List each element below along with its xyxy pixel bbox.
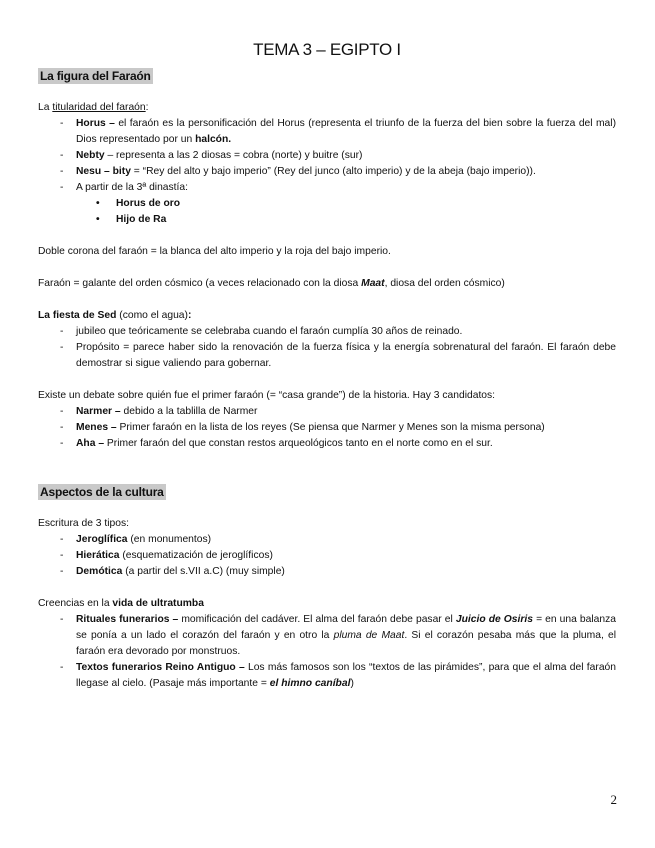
text-span: : [145, 102, 149, 113]
list-item [38, 180, 616, 196]
section-heading-faraon [38, 68, 616, 84]
text-span: Primer faraón en la lista de los reyes (Se piensa que Narmer y Menes son la misma persona) [116, 422, 545, 433]
text-span: Primer faraón del que constan restos arqueológicos tanto en el norte como en el sur. [104, 438, 493, 449]
spacer [38, 84, 616, 100]
text-span: debido a la tablilla de Narmer [120, 406, 258, 417]
list-item [38, 548, 616, 564]
text-span: Los más famosos son los “textos de las pirámides”, para que el alma del faraón llegase al cielo. (Pasaje más importante = [76, 662, 616, 689]
titularidad-line [38, 100, 616, 116]
spacer [38, 372, 616, 388]
spacer [38, 292, 616, 308]
list-item [38, 148, 616, 164]
text-span: momificación del cadáver. El alma del faraón debe pasar el [178, 614, 456, 625]
faraon-galante-line [38, 276, 616, 292]
spacer [38, 500, 616, 516]
himno-term: el himno caníbal [269, 678, 351, 689]
pluma-term: pluma de Maat [333, 630, 405, 641]
spacer [38, 452, 616, 468]
list-item [38, 116, 616, 148]
term-bold: Menes – [76, 422, 117, 433]
list-item [38, 404, 616, 420]
page-number: 2 [610, 792, 617, 807]
list-item [38, 436, 616, 452]
list-item [38, 420, 616, 436]
spacer [38, 580, 616, 596]
text-span: (como el agua) [116, 310, 188, 321]
creencias-line [38, 596, 616, 612]
term-bold: Hierática [76, 550, 120, 561]
text-span: (esquematización de jeroglíficos) [119, 550, 273, 561]
subtitles-list [38, 196, 616, 228]
section-heading-label: Aspectos de la cultura [40, 485, 164, 499]
term-bold: La fiesta de Sed [38, 310, 117, 321]
debate-line: Existe un debate sobre quién fue el primer faraón (= “casa grande”) de la historia. Hay 3 candidatos: [38, 390, 496, 401]
section-heading-cultura [38, 484, 616, 500]
term-bold: Demótica [76, 566, 123, 577]
term-bold: Nesu – bity [76, 166, 131, 177]
text-span: = en una balanza se ponía a un lado el corazón del faraón y en otro la [76, 614, 616, 641]
fiesta-sed-line [38, 308, 616, 324]
text-span: (a partir del s.VII a.C) (muy simple) [122, 566, 285, 577]
text-span: el faraón es la personificación del Horus (representa el triunfo de la fuerza del bien sobre la fuerza del mal) Dios representado por un [76, 118, 616, 145]
text-span: – representa a las 2 diosas = cobra (norte) y buitre (sur) [104, 150, 363, 161]
text-span: La [38, 102, 53, 113]
maat-term: Maat [361, 278, 385, 289]
term-bold: Horus – [76, 118, 115, 129]
list-item: • Horus de oro [38, 196, 616, 212]
doble-corona-line: Doble corona del faraón = la blanca del alto imperio y la roja del bajo imperio. [38, 246, 391, 257]
term-bold: halcón. [195, 134, 232, 145]
creencias-list [38, 612, 616, 692]
term-bold: vida de ultratumba [112, 598, 204, 609]
text-span: ) [350, 678, 354, 689]
term-bold: Aha – [76, 438, 105, 449]
candidatos-list [38, 404, 616, 452]
underlined-term: titularidad del faraón [52, 102, 146, 113]
list-item: - jubileo que teóricamente se celebraba cuando el faraón cumplía 30 años de reinado. [38, 324, 616, 340]
section-heading-label: La figura del Faraón [40, 69, 151, 83]
term-bold: Textos funerarios Reino Antiguo – [76, 662, 245, 673]
term-bold: Nebty [76, 150, 105, 161]
text-span: , diosa del orden cósmico) [384, 278, 505, 289]
spacer [38, 260, 616, 276]
text-span: . Si el corazón pesaba más que la pluma, el faraón era devorado por monstruos. [76, 630, 616, 657]
list-item [38, 564, 616, 580]
text-span: = “Rey del alto y bajo imperio” (Rey del junco (alto imperio) y de la abeja (bajo imperio)). [130, 166, 536, 177]
spacer [38, 468, 616, 484]
titles-list [38, 116, 616, 196]
text-span: : [187, 310, 192, 321]
text-span: Faraón = galante del orden cósmico (a veces relacionado con la diosa [38, 278, 362, 289]
term-bold: Narmer – [76, 406, 121, 417]
list-item [38, 532, 616, 548]
escrituras-list [38, 532, 616, 580]
document-page [38, 40, 616, 692]
list-item: • Hijo de Ra [38, 212, 616, 228]
spacer [38, 228, 616, 244]
escritura-line: Escritura de 3 tipos: [38, 518, 129, 529]
list-item: - Propósito = parece haber sido la renovación de la fuerza física y la energía sobrenatural del faraón. El faraón debe demostrar si sigue valiendo para gobernar. [38, 340, 616, 372]
text-span: (en monumentos) [127, 534, 212, 545]
text-span: A partir de la 3ª dinastía: [76, 182, 188, 193]
text-span: Creencias en la [38, 598, 113, 609]
list-item [38, 660, 616, 692]
list-item [38, 164, 616, 180]
term-bold: Jeroglífica [76, 534, 128, 545]
fiesta-list [38, 324, 616, 372]
page-title: TEMA 3 – EGIPTO I [253, 40, 401, 59]
term-bold: Rituales funerarios – [76, 614, 179, 625]
list-item [38, 612, 616, 660]
juicio-term: Juicio de Osiris [455, 614, 533, 625]
